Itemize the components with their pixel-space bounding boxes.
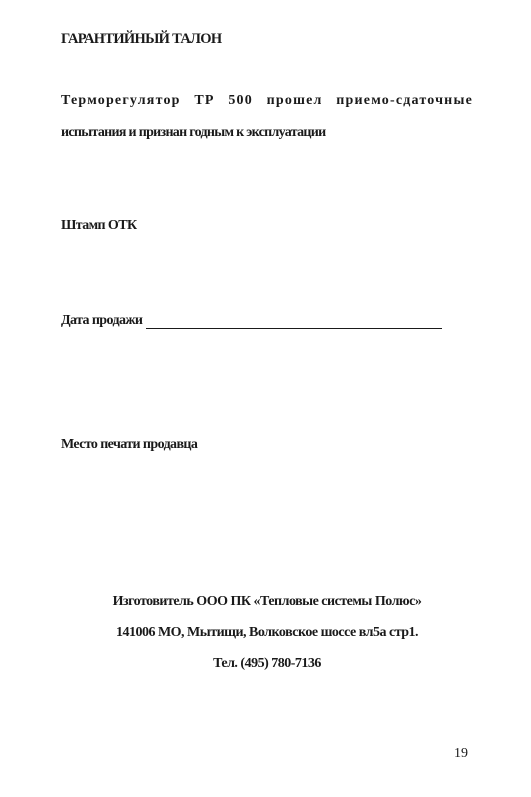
page-title: ГАРАНТИЙНЫЙ ТАЛОН <box>61 31 222 47</box>
cert-word: прошел <box>266 93 323 108</box>
manufacturer-name: Изготовитель ООО ПК «Тепловые системы Полюс» <box>112 594 422 609</box>
sale-date-label: Дата продажи <box>61 313 143 328</box>
sale-date-blank-line <box>146 314 442 329</box>
qc-stamp-label: Штамп ОТК <box>61 218 137 233</box>
cert-word: Терморегулятор <box>61 93 181 108</box>
certification-text-line-2: испытания и признан годным к эксплуатации <box>61 125 326 140</box>
sale-date-field <box>61 313 442 329</box>
certification-text-line-1 <box>61 93 473 109</box>
seller-seal-label: Место печати продавца <box>61 437 198 452</box>
manufacturer-address: 141006 МО, Мытищи, Волковское шоссе вл5а стр1. <box>115 625 419 640</box>
page-number: 19 <box>454 746 468 761</box>
manufacturer-phone: Тел. (495) 780-7136 <box>213 656 321 671</box>
cert-word: 500 <box>228 93 253 108</box>
cert-word: приемо-сдаточные <box>336 93 473 108</box>
cert-word: ТР <box>194 93 215 108</box>
